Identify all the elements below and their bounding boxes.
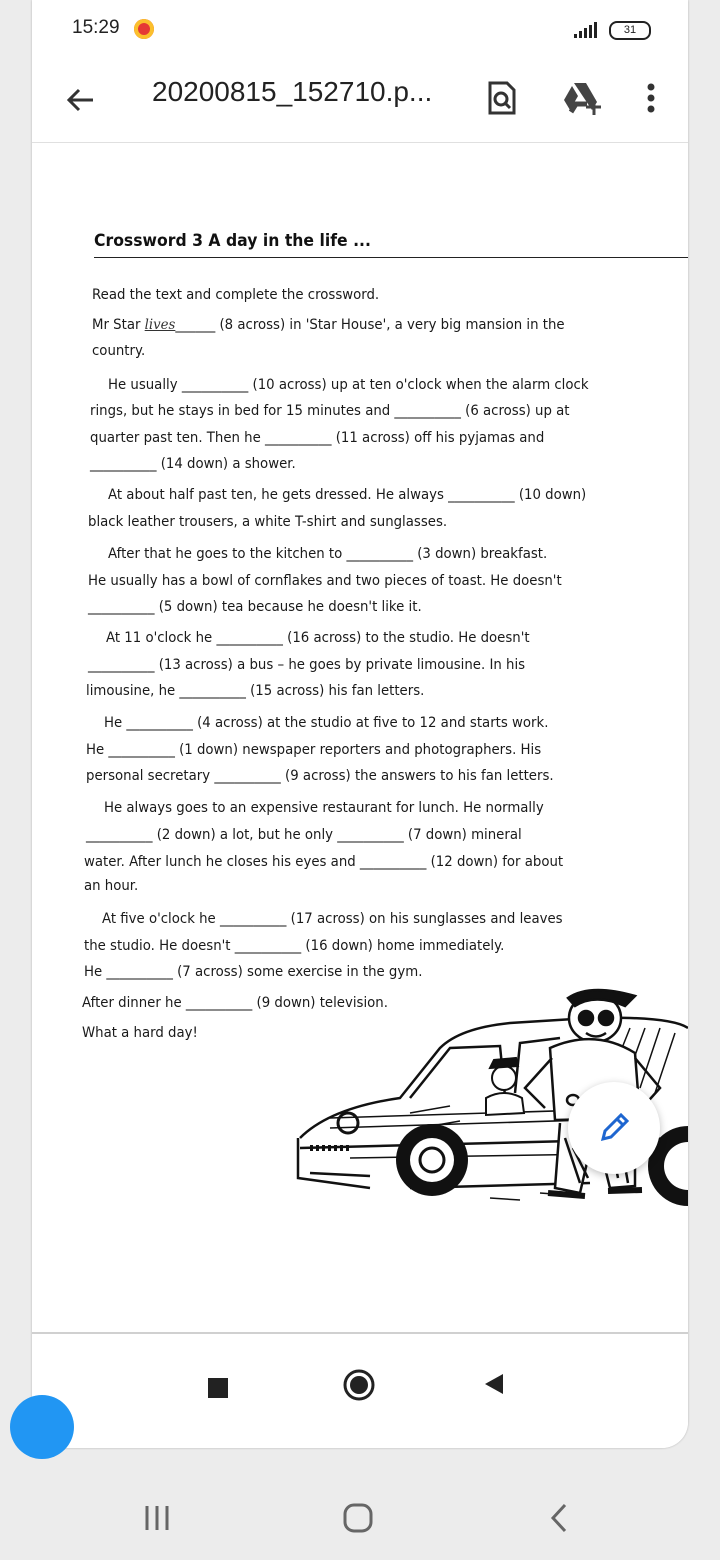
text-line: __________ (13 across) a bus – he goes by private limousine. In his bbox=[88, 657, 526, 673]
text-line: After that he goes to the kitchen to __________ (3 down) breakfast. bbox=[108, 546, 548, 562]
text-line: He usually has a bowl of cornflakes and two pieces of toast. He doesn't bbox=[88, 573, 562, 589]
text-line: Read the text and complete the crossword. bbox=[92, 287, 380, 303]
find-in-document-icon[interactable] bbox=[482, 78, 522, 118]
status-time: 15:29 bbox=[72, 17, 120, 38]
text-line: black leather trousers, a white T-shirt and sunglasses. bbox=[88, 514, 448, 530]
back-arrow-icon[interactable] bbox=[60, 80, 100, 120]
text-line: an hour. bbox=[84, 878, 139, 894]
back-icon[interactable] bbox=[544, 1498, 574, 1538]
text-line: He always goes to an expensive restaurant for lunch. He normally bbox=[104, 800, 544, 816]
text-line: quarter past ten. Then he __________ (11 across) off his pyjamas and bbox=[90, 430, 545, 446]
app-bar bbox=[32, 58, 688, 143]
text-line: rings, but he stays in bed for 15 minutes and __________ (6 across) up at bbox=[90, 403, 570, 419]
inner-navigation-bar bbox=[32, 1332, 688, 1448]
text-line: He __________ (7 across) some exercise in the gym. bbox=[84, 964, 423, 980]
document-title: 20200815_152710.p... bbox=[152, 76, 433, 107]
text-line: He __________ (1 down) newspaper reporters and photographers. His bbox=[86, 742, 542, 758]
text-line: limousine, he __________ (15 across) his fan letters. bbox=[86, 683, 425, 699]
recent-apps-icon[interactable] bbox=[140, 1498, 174, 1538]
text-line: the studio. He doesn't __________ (16 down) home immediately. bbox=[84, 938, 505, 954]
more-options-icon[interactable] bbox=[634, 78, 668, 118]
home-circle-icon[interactable] bbox=[342, 1368, 376, 1402]
text-line: water. After lunch he closes his eyes and __________ (12 down) for about bbox=[84, 854, 564, 870]
add-to-drive-icon[interactable] bbox=[558, 78, 604, 118]
text-line: __________ (5 down) tea because he doesn't like it. bbox=[88, 599, 422, 615]
text-line: He __________ (4 across) at the studio at five to 12 and starts work. bbox=[104, 715, 549, 731]
text-fragment: ______ (8 across) in 'Star House', a very big mansion in the bbox=[175, 317, 565, 333]
signal-icon bbox=[574, 22, 600, 38]
home-icon[interactable] bbox=[340, 1498, 376, 1538]
text-line: After dinner he __________ (9 down) television. bbox=[82, 995, 388, 1011]
text-line: At five o'clock he __________ (17 across) on his sunglasses and leaves bbox=[102, 911, 563, 927]
notification-icon bbox=[134, 19, 154, 39]
text-line: What a hard day! bbox=[82, 1025, 198, 1041]
text-line: He usually __________ (10 across) up at ten o'clock when the alarm clock bbox=[108, 377, 589, 393]
text-line: __________ (2 down) a lot, but he only __________ (7 down) mineral bbox=[86, 827, 522, 843]
page-heading: Crossword 3 A day in the life ... bbox=[94, 231, 371, 251]
heading-underline bbox=[94, 257, 688, 258]
back-triangle-icon[interactable] bbox=[480, 1370, 508, 1398]
text-line: At about half past ten, he gets dressed. He always __________ (10 down) bbox=[108, 487, 587, 503]
text-line: At 11 o'clock he __________ (16 across) to the studio. He doesn't bbox=[106, 630, 530, 646]
text-line: personal secretary __________ (9 across) the answers to his fan letters. bbox=[86, 768, 554, 784]
partial-fab bbox=[10, 1395, 74, 1459]
battery-icon: 31 bbox=[609, 21, 651, 40]
text-line: country. bbox=[92, 343, 146, 359]
text-line bbox=[92, 317, 565, 333]
phone-screen bbox=[32, 0, 688, 1448]
text-line: __________ (14 down) a shower. bbox=[90, 456, 296, 472]
pencil-icon bbox=[597, 1111, 631, 1145]
handwritten-answer: lives bbox=[144, 317, 176, 333]
recent-apps-square-icon[interactable] bbox=[208, 1372, 228, 1404]
text-fragment: Mr Star bbox=[92, 317, 145, 333]
status-bar bbox=[32, 0, 688, 58]
edit-button[interactable] bbox=[568, 1082, 660, 1174]
system-navigation-bar bbox=[0, 1478, 720, 1560]
